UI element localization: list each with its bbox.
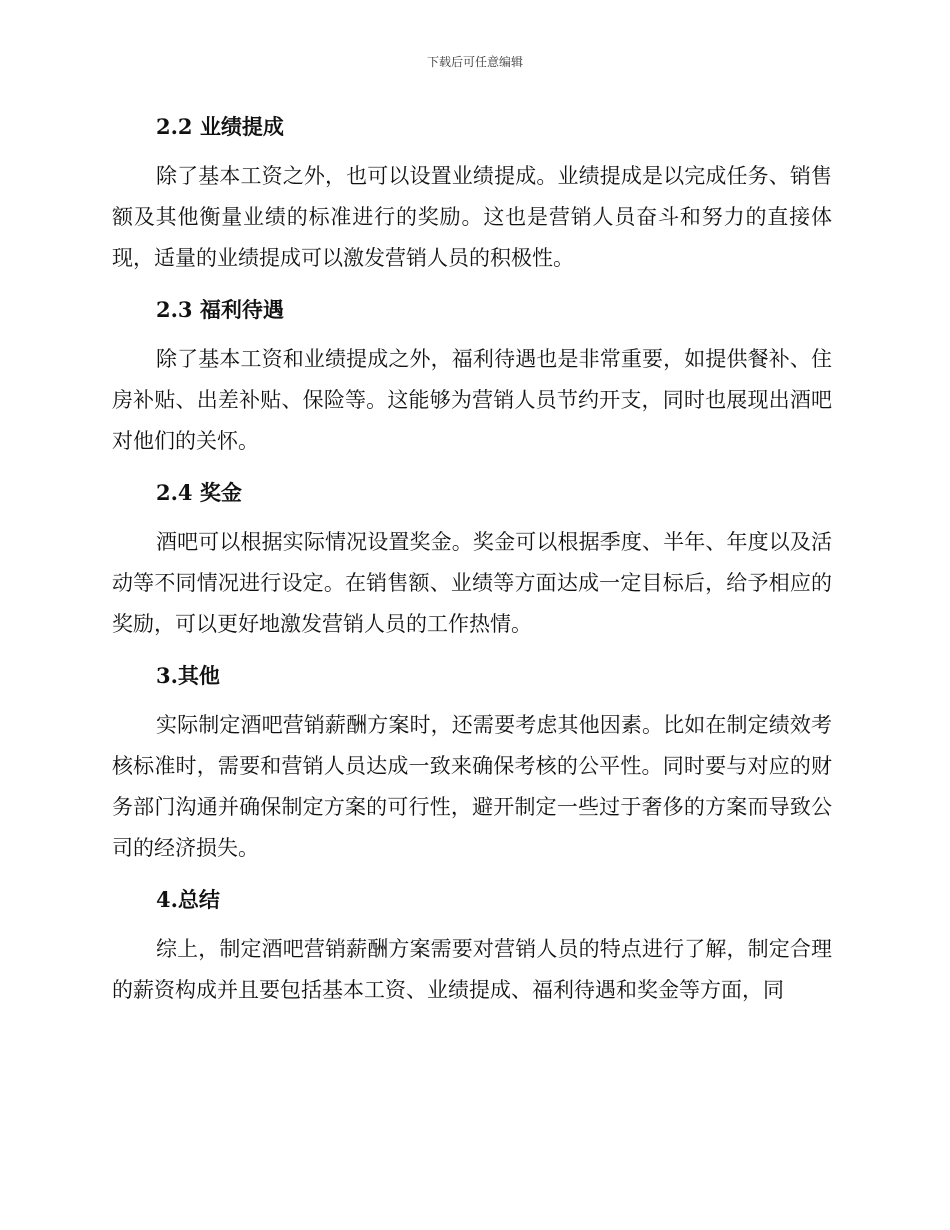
section-heading-2-4: 2.4 奖金 xyxy=(156,480,242,505)
section-paragraph-2-2: 除了基本工资之外，也可以设置业绩提成。业绩提成是以完成任务、销售额及其他衡量业绩的标准进行的奖励。这也是营销人员奋斗和努力的直接体现，适量的业绩提成可以激发营销人员的积极性。 xyxy=(112,164,832,270)
section-paragraph-3: 实际制定酒吧营销薪酬方案时，还需要考虑其他因素。比如在制定绩效考核标准时，需要和营销人员达成一致来确保考核的公平性。同时要与对应的财务部门沟通并确保制定方案的可行性，避开制定一些过于奢侈的方案而导致公司的经济损失。 xyxy=(112,713,832,860)
section-heading-2-2: 2.2 业绩提成 xyxy=(156,114,284,139)
section-heading-2-3: 2.3 福利待遇 xyxy=(156,297,284,322)
section-paragraph-2-4: 酒吧可以根据实际情况设置奖金。奖金可以根据季度、半年、年度以及活动等不同情况进行设定。在销售额、业绩等方面达成一定目标后，给予相应的奖励，可以更好地激发营销人员的工作热情。 xyxy=(112,530,832,636)
page-header: 下载后可任意编辑 xyxy=(426,55,523,69)
section-heading-4: 4.总结 xyxy=(156,887,220,912)
document-body xyxy=(112,108,832,1023)
section-paragraph-4: 综上，制定酒吧营销薪酬方案需要对营销人员的特点进行了解，制定合理的薪资构成并且要包括基本工资、业绩提成、福利待遇和奖金等方面，同 xyxy=(112,937,832,1002)
section-heading-3: 3.其他 xyxy=(156,663,220,688)
section-paragraph-2-3: 除了基本工资和业绩提成之外，福利待遇也是非常重要，如提供餐补、住房补贴、出差补贴、保险等。这能够为营销人员节约开支，同时也展现出酒吧对他们的关怀。 xyxy=(112,347,832,453)
